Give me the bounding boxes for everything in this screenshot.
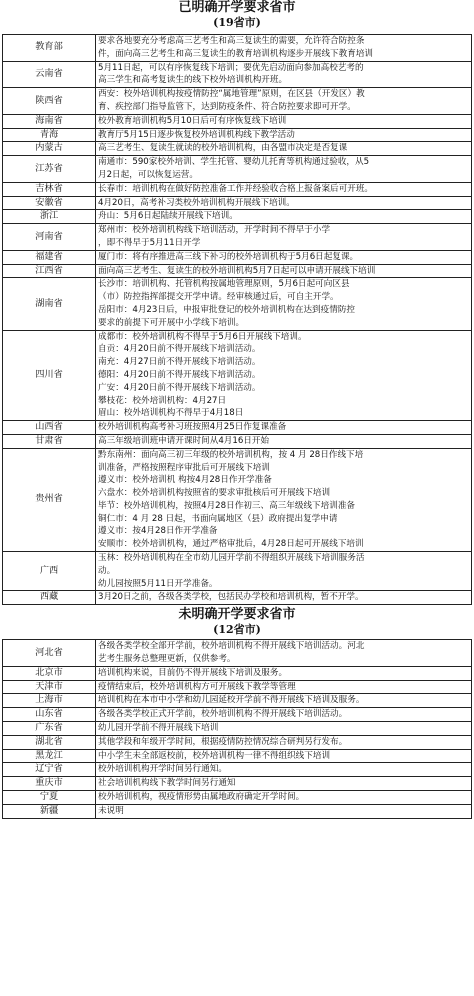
table-row: [3, 735, 472, 749]
table-row: [3, 708, 472, 722]
policy-line: 要求各地要充分考虑高三艺考生和高三复读生的需要，允许符合防控条: [98, 36, 365, 46]
province-cell: 宁夏: [3, 791, 96, 805]
province-cell: 青海: [3, 128, 96, 142]
table-row: [3, 434, 472, 448]
table-row: [3, 791, 472, 805]
policy-cell: [96, 804, 472, 818]
policy-line: 动。: [98, 565, 116, 576]
table-row: [3, 61, 472, 88]
table-row: [3, 264, 472, 278]
policy-line: 玉林：校外培训机构在全市幼儿园开学前不得组织开展线下培训服务活: [98, 553, 365, 564]
policy-line: 校外教育培训机构5月10日后可有序恢复线下培训: [98, 115, 287, 126]
province-cell: 教育部: [3, 35, 96, 62]
table-row: [3, 35, 472, 62]
policy-cell: [96, 434, 472, 448]
policy-cell: [96, 735, 472, 749]
table-row: [3, 640, 472, 667]
policy-line: 校外培训机构，视疫情形势由属地政府确定开学时间。: [98, 792, 305, 803]
policy-cell: [96, 142, 472, 156]
table-row: [3, 210, 472, 224]
table-row: [3, 88, 472, 115]
policy-line: 疫情结束后，校外培训机构方可开展线下教学等管理: [98, 681, 296, 692]
policy-line: 南通市：590家校外培训、学生托管、婴幼儿托育等机构通过验收，从5: [98, 157, 370, 168]
policy-cell: [96, 128, 472, 142]
policy-line: 六盘水：校外培训机构按照省的要求审批核后可开展线下培训: [98, 488, 331, 499]
table-row: [3, 114, 472, 128]
table-row: [3, 694, 472, 708]
province-cell: 山西省: [3, 421, 96, 435]
table-row: [3, 666, 472, 680]
policy-cell: [96, 708, 472, 722]
table-row: [3, 448, 472, 551]
policy-cell: [96, 35, 472, 62]
policy-line: 安顺市：校外培训机构，通过严格审批后，4月28日起可开展线下培训: [98, 539, 364, 550]
policy-line: 长春市：培训机构在做好防控准备工作并经验收合格上报备案后可开班。: [98, 183, 374, 194]
policy-line: 攀枝花：校外培训机构：4月27日: [98, 395, 227, 406]
policy-line: 未说明: [98, 805, 124, 816]
policy-line: 教育厅5月15日逐步恢复校外培训机构线下教学活动: [98, 129, 295, 140]
policy-line: 培训机构在本市中小学和幼儿园延校开学前不得开展线下培训及服务。: [98, 695, 365, 706]
province-cell: 北京市: [3, 666, 96, 680]
province-cell: 四川省: [3, 330, 96, 421]
policy-line: 3月20日之前，各级各类学校，包括民办学校和培训机构，暂不开学。: [98, 592, 364, 603]
policy-line: 艺考生服务总整理更新，仅供参考。: [98, 654, 236, 665]
province-cell: 广西: [3, 552, 96, 591]
province-cell: 海南省: [3, 114, 96, 128]
policy-line: 舟山：5月6日起陆续开展线下培训。: [98, 211, 238, 222]
table-row: [3, 591, 472, 605]
policy-line: 5月11日起，可以有序恢复线下培训；要优先启动面向参加高校艺考的: [98, 62, 364, 73]
policy-line: 毕节：校外培训机构，按照4月28日作初三、高三年级线下培训准备: [98, 500, 356, 511]
policy-line: 南充：4月27日前不得开展线下培训活动。: [98, 357, 261, 368]
unconfirmed-table-body: [3, 640, 472, 818]
policy-line: 德阳：4月20日前不得开展线下培训活动。: [98, 369, 261, 380]
policy-cell: [96, 763, 472, 777]
policy-line: 高三年级培训班申请开课时间从4月16日开始: [98, 435, 270, 446]
table-row: [3, 777, 472, 791]
policy-line: 社会培训机构线下教学时间另行通知: [98, 778, 236, 789]
policy-line: 成都市：校外培训机构不得早于5月6日开展线下培训。: [98, 331, 307, 342]
policy-line: 中小学生未全部返校前，校外培训机构一律不得组织线下培训: [98, 750, 331, 761]
province-cell: 江苏省: [3, 156, 96, 183]
policy-line: 高三艺考生、复读生就读的校外培训机构，由各盟市决定是否复课: [98, 143, 348, 154]
unconfirmed-title: 未明确开学要求省市: [178, 607, 296, 623]
table-row: [3, 250, 472, 264]
policy-line: 长沙市：培训机构、托管机构按属地管理原则，5月6日起可向区县: [98, 279, 350, 290]
province-cell: 江西省: [3, 264, 96, 278]
confirmed-table: [2, 34, 472, 605]
table-row: [3, 552, 472, 591]
table-row: [3, 722, 472, 736]
confirmed-count: (19省市): [213, 16, 261, 29]
province-cell: 吉林省: [3, 182, 96, 196]
policy-cell: [96, 88, 472, 115]
policy-line: ，即不得早于5月11日开学: [98, 237, 201, 248]
policy-cell: [96, 552, 472, 591]
province-cell: 广东省: [3, 722, 96, 736]
policy-line: 幼儿园按照5月11日开学准备。: [98, 578, 218, 589]
table-row: [3, 330, 472, 421]
policy-cell: [96, 777, 472, 791]
policy-line: 面向高三艺考生、复读生的校外培训机构5月7日起可以申请开展线下培训: [98, 265, 376, 276]
province-cell: 福建省: [3, 250, 96, 264]
policy-line: 西安：校外培训机构按疫情防控“属地管理”原则，在区县（开发区）教: [98, 89, 365, 100]
province-cell: 河南省: [3, 224, 96, 251]
policy-line: 校外培训机构高考补习班按照4月25日作复课准备: [98, 422, 287, 433]
policy-cell: [96, 61, 472, 88]
province-cell: 新疆: [3, 804, 96, 818]
table-row: [3, 182, 472, 196]
province-cell: 天津市: [3, 680, 96, 694]
policy-cell: [96, 591, 472, 605]
province-cell: 重庆市: [3, 777, 96, 791]
table-row: [3, 804, 472, 818]
policy-cell: [96, 182, 472, 196]
province-cell: 浙江: [3, 210, 96, 224]
province-cell: 甘肃省: [3, 434, 96, 448]
policy-line: 各级各类学校全部开学前，校外培训机构不得开展线下培训活动。河北: [98, 641, 365, 652]
policy-line: 厦门市：将有序推进高三线下补习的校外培训机构于5月6日起复课。: [98, 251, 359, 262]
table-row: [3, 421, 472, 435]
policy-cell: [96, 264, 472, 278]
policy-cell: [96, 210, 472, 224]
table-row: [3, 156, 472, 183]
table-row: [3, 196, 472, 210]
policy-line: 4月20日，高考补习类校外培训机构开展线下培训。: [98, 197, 295, 208]
province-cell: 贵州省: [3, 448, 96, 551]
policy-line: 训准备，严格按照程序审批后可开展线下培训: [98, 462, 270, 473]
confirmed-section-header: [0, 0, 474, 34]
policy-line: 眉山：校外培训机构不得早于4月18日: [98, 408, 244, 419]
policy-cell: [96, 114, 472, 128]
province-cell: 山东省: [3, 708, 96, 722]
policy-line: 自贡：4月20日前不得开展线下培训活动。: [98, 344, 261, 355]
policy-cell: [96, 722, 472, 736]
policy-line: 其他学段和年级开学时间，根据疫情防控情况综合研判另行发布。: [98, 736, 348, 747]
table-row: [3, 278, 472, 330]
province-cell: 内蒙古: [3, 142, 96, 156]
policy-cell: [96, 224, 472, 251]
policy-line: 要求的前提下可开展中小学线下培训。: [98, 317, 245, 328]
policy-cell: [96, 156, 472, 183]
confirmed-table-body: [3, 35, 472, 605]
policy-line: 遵义市：校外培训机 构按4月28日作开学准备: [98, 475, 272, 486]
policy-line: 铜仁市：4 月 28 日起，书面向属地区（县）政府提出复学申请: [98, 513, 338, 524]
province-cell: 河北省: [3, 640, 96, 667]
policy-cell: [96, 666, 472, 680]
policy-cell: [96, 278, 472, 330]
table-row: [3, 749, 472, 763]
province-cell: 安徽省: [3, 196, 96, 210]
policy-line: 幼儿园开学前不得开展线下培训: [98, 723, 219, 734]
policy-cell: [96, 448, 472, 551]
policy-line: 黔东南州：面向高三初三年级的校外培训机构，按 4 月 28日作线下培: [98, 449, 364, 460]
province-cell: 云南省: [3, 61, 96, 88]
policy-line: 培训机构来说，目前仍不得开展线下培训及服务。: [98, 667, 288, 678]
policy-line: 校外培训机构开学时间另行通知。: [98, 764, 227, 775]
province-cell: 黑龙江: [3, 749, 96, 763]
table-row: [3, 224, 472, 251]
policy-cell: [96, 791, 472, 805]
policy-line: 高三学生和高考复读生的线下校外培训机构开班。: [98, 75, 288, 86]
policy-cell: [96, 250, 472, 264]
unconfirmed-table: [2, 639, 472, 818]
province-cell: 湖北省: [3, 735, 96, 749]
policy-line: 遵义市：按4月28日作开学准备: [98, 526, 218, 537]
confirmed-title: 已明确开学要求省市: [178, 0, 296, 15]
province-cell: 湖南省: [3, 278, 96, 330]
policy-line: 育、疾控部门指导监管下，达到防疫条件、符合防控要求即可开学。: [98, 101, 356, 112]
policy-line: 岳阳市：4月23日后，申报审批登记的校外培训机构在达到疫情防控: [98, 304, 356, 315]
policy-cell: [96, 640, 472, 667]
table-row: [3, 142, 472, 156]
unconfirmed-count: (12省市): [213, 623, 261, 637]
policy-cell: [96, 749, 472, 763]
policy-cell: [96, 421, 472, 435]
policy-line: 广安：4月20日前不得开展线下培训活动。: [98, 382, 261, 393]
table-row: [3, 763, 472, 777]
province-cell: 辽宁省: [3, 763, 96, 777]
table-row: [3, 128, 472, 142]
policy-cell: [96, 330, 472, 421]
policy-line: 郑州市：校外培训机构线下培训活动，开学时间不得早于小学: [98, 225, 331, 236]
policy-line: 件，面向高三艺考生和高三复读生的教育培训机构逐步开展线下教育培训: [98, 48, 374, 59]
province-cell: 上海市: [3, 694, 96, 708]
province-cell: 陕西省: [3, 88, 96, 115]
policy-cell: [96, 196, 472, 210]
province-cell: 西藏: [3, 591, 96, 605]
policy-line: （市）防控指挥部提交开学申请。经审核通过后，可自主开学。: [98, 292, 339, 303]
table-row: [3, 680, 472, 694]
policy-line: 各级各类学校正式开学前，校外培训机构不得开展线下培训活动。: [98, 709, 348, 720]
policy-line: 月2日起，可以恢复运营。: [98, 169, 198, 180]
policy-cell: [96, 694, 472, 708]
policy-cell: [96, 680, 472, 694]
unconfirmed-section-header: [0, 607, 474, 639]
